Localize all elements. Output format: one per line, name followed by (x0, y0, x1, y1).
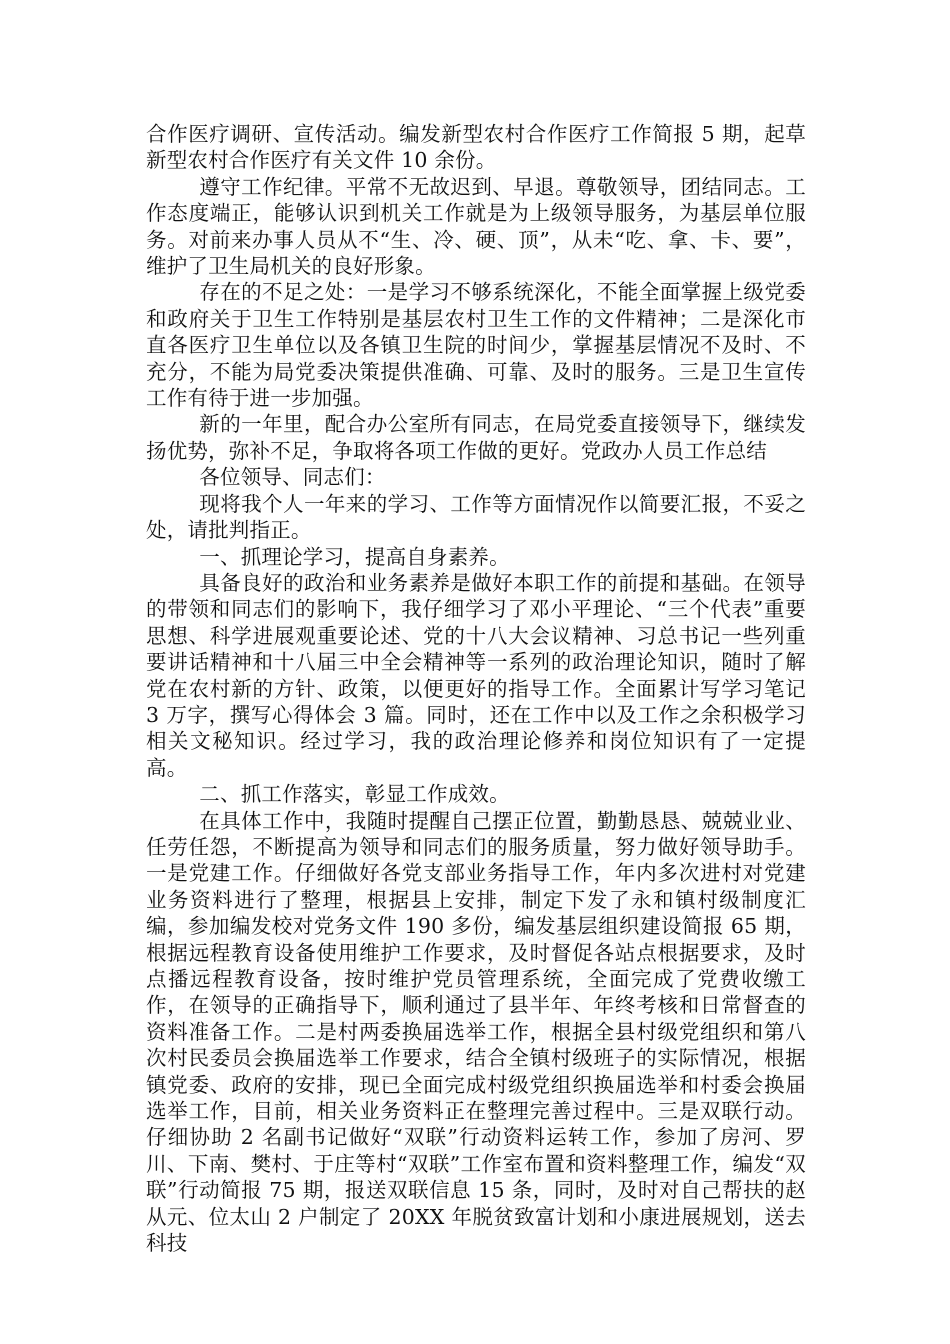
section-heading-1: 一、抓理论学习，提高自身素养。 (199, 544, 510, 569)
paragraph-4: 新的一年里，配合办公室所有同志，在局党委直接领导下，继续发扬优势，弥补不足，争取将各项工作做的更好。党政办人员工作总结 (146, 412, 806, 463)
document-page (146, 121, 806, 1256)
paragraph-2: 遵守工作纪律。平常不无故迟到、早退。尊敬领导，团结同志。工作态度端正，能够认识到机关工作就是为上级领导服务，为基层单位服务。对前来办事人员从不“生、冷、硬、顶”，从未“吃、拿、卡、要”，维护了卫生局机关的良好形象。 (146, 174, 806, 279)
paragraph-6: 现将我个人一年来的学习、工作等方面情况作以简要汇报，不妥之处，请批判指正。 (146, 491, 806, 543)
salutation: 各位领导、同志们： (199, 465, 386, 490)
paragraph-8: 具备良好的政治和业务素养是做好本职工作的前提和基础。在领导的带领和同志们的影响下，我仔细学习了邓小平理论、“三个代表”重要思想、科学进展观重要论述、党的十八大会议精神、习总书记一些列重要讲话精神和十八届三中全会精神等一系列的政治理论知识，随时了解党在农村新的方针、政策，以便更好的指导工作。全面累计写学习笔记 3 万字，撰写心得体会 3 篇。同时，还在工作中以及工作之余积极学习相关文秘知识。经过学习，我的政治理论修养和岗位知识有了一定提高。 (146, 570, 806, 780)
paragraph-1: 合作医疗调研、宣传活动。编发新型农村合作医疗工作简报 5 期，起草新型农村合作医疗有关文件 10 余份。 (146, 122, 806, 173)
paragraph-10: 在具体工作中，我随时提醒自己摆正位置，勤勤恳恳、兢兢业业、任劳任怨，不断提高为领导和同志们的服务质量，努力做好领导助手。一是党建工作。仔细做好各党支部业务指导工作，年内多次进村对党建业务资料进行了整理，根据县上安排，制定下发了永和镇村级制度汇编，参加编发校对党务文件 190 多份，编发基层组织建设简报 65 期，根据远程教育设备使用维护工作要求，及时督促各站点根据要求，及时点播远程教育设备，按时维护党员管理系统，全面完成了党费收缴工作，在领导的正确指导下，顺利通过了县半年、年终考核和日常督查的资料准备工作。二是村两委换届选举工作，根据全县村级党组织和第八次村民委员会换届选举工作要求，结合全镇村级班子的实际情况，根据镇党委、政府的安排，现已全面完成村级党组织换届选举和村委会换届选举工作，目前，相关业务资料正在整理完善过程中。三是双联行动。仔细协助 2 名副书记做好“双联”行动资料运转工作，参加了房河、罗川、下南、樊村、于庄等村“双联”工作室布置和资料整理工作，编发“双联”行动简报 75 期，报送双联信息 15 条，同时，及时对自己帮扶的赵从元、位太山 2 户制定了 20XX 年脱贫致富计划和小康进展规划，送去科技 (146, 808, 806, 1256)
paragraph-3: 存在的不足之处：一是学习不够系统深化，不能全面掌握上级党委和政府关于卫生工作特别是基层农村卫生工作的文件精神；二是深化市直各医疗卫生单位以及各镇卫生院的时间少，掌握基层情况不及时、不充分，不能为局党委决策提供准确、可靠、及时的服务。三是卫生宣传工作有待于进一步加强。 (146, 280, 806, 411)
section-heading-2: 二、抓工作落实，彰显工作成效。 (199, 782, 510, 807)
